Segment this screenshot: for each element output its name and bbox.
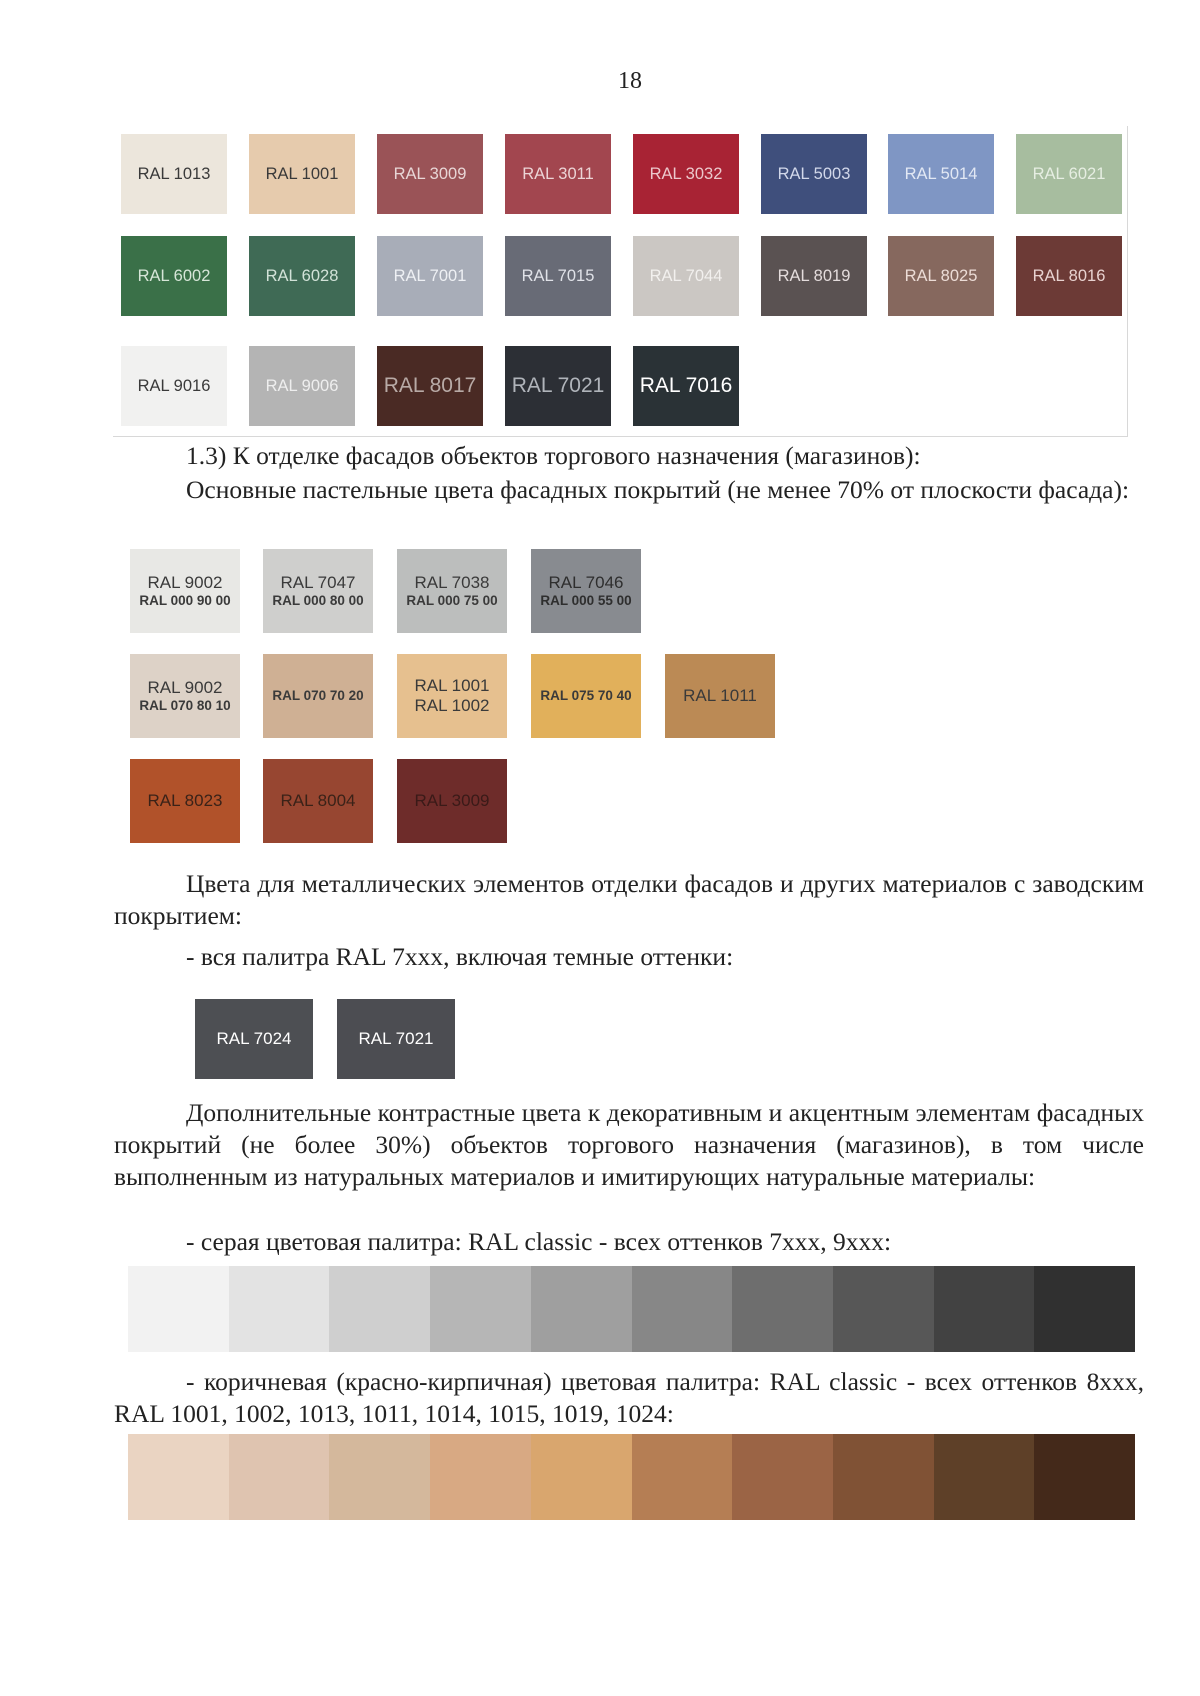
swatch-code: RAL 8023 xyxy=(147,791,223,811)
swatch-code: RAL 7046 xyxy=(548,573,624,593)
pastel-intro: Основные пастельные цвета фасадных покрытий (не менее 70% от плоскости фасада): xyxy=(186,475,1130,504)
brown-shade xyxy=(329,1434,430,1520)
pastel-swatch xyxy=(665,654,775,738)
pastel-swatch xyxy=(397,549,507,633)
color-swatch: RAL 7044 xyxy=(633,236,739,316)
brown-shade xyxy=(732,1434,833,1520)
metal-intro: Цвета для металлических элементов отделки фасадов и других материалов с заводским покрытием: xyxy=(114,869,1144,930)
grey-shade xyxy=(229,1266,330,1352)
color-swatch: RAL 9006 xyxy=(249,346,355,426)
swatch-code: RAL 9002 xyxy=(147,573,223,593)
swatch-code: RAL 1001 xyxy=(414,676,490,696)
pastel-swatch xyxy=(531,549,641,633)
color-swatch: RAL 7015 xyxy=(505,236,611,316)
brown-gradient-strip xyxy=(128,1434,1135,1520)
color-swatch: RAL 7001 xyxy=(377,236,483,316)
grey-shade xyxy=(632,1266,733,1352)
brown-shade xyxy=(430,1434,531,1520)
brown-shade xyxy=(833,1434,934,1520)
grey-shade xyxy=(531,1266,632,1352)
brown-shade xyxy=(531,1434,632,1520)
grey-palette-bullet: - серая цветовая палитра: RAL classic - всех оттенков 7xxx, 9xxx: xyxy=(186,1227,892,1256)
brown-shade xyxy=(229,1434,330,1520)
color-swatch: RAL 7016 xyxy=(633,346,739,426)
brown-shade xyxy=(1034,1434,1135,1520)
color-swatch: RAL 5003 xyxy=(761,134,867,214)
swatch-code-secondary: RAL 000 90 00 xyxy=(139,593,231,609)
accent-intro: Дополнительные контрастные цвета к декоративным и акцентным элементам фасадных покрытий (не более 30%) объектов торгового назначения (магазинов), в том числе выполненным из натуральных материалов и имитирующих натуральные материалы: xyxy=(114,1098,1144,1191)
swatch-code-secondary: RAL 000 55 00 xyxy=(540,593,632,609)
pastel-swatch xyxy=(130,654,240,738)
metal-bullet: - вся палитра RAL 7xxx, включая темные оттенки: xyxy=(186,942,734,971)
swatch-code-secondary: RAL 070 80 10 xyxy=(139,698,231,714)
brown-palette-bullet: - коричневая (красно-кирпичная) цветовая палитра: RAL classic - всех оттенков 8xxx, RAL 1001, 1002, 1013, 1011, 1014, 1015, 1019, 1024: xyxy=(114,1367,1144,1428)
brown-shade xyxy=(632,1434,733,1520)
pastel-swatch xyxy=(531,654,641,738)
color-swatch: RAL 6028 xyxy=(249,236,355,316)
brown-shade xyxy=(128,1434,229,1520)
color-swatch: RAL 1001 xyxy=(249,134,355,214)
swatch-code-secondary: RAL 1002 xyxy=(414,696,490,715)
color-swatch: RAL 8017 xyxy=(377,346,483,426)
pastel-swatch xyxy=(130,759,240,843)
grey-shade xyxy=(430,1266,531,1352)
grey-shade xyxy=(329,1266,430,1352)
pastel-swatch xyxy=(397,759,507,843)
color-swatch: RAL 8019 xyxy=(761,236,867,316)
swatch-code: RAL 1011 xyxy=(683,686,757,706)
color-swatch: RAL 8025 xyxy=(888,236,994,316)
color-swatch: RAL 1013 xyxy=(121,134,227,214)
grey-gradient-strip xyxy=(128,1266,1135,1352)
color-swatch: RAL 7021 xyxy=(505,346,611,426)
grey-shade xyxy=(128,1266,229,1352)
grey-shade xyxy=(833,1266,934,1352)
section-heading: 1.3) К отделке фасадов объектов торгового назначения (магазинов): xyxy=(186,441,921,470)
metal-swatch: RAL 7021 xyxy=(337,999,455,1079)
pastel-swatch xyxy=(397,654,507,738)
grey-shade xyxy=(732,1266,833,1352)
swatch-code: RAL 070 70 20 xyxy=(272,688,364,704)
swatch-code: RAL 7038 xyxy=(414,573,490,593)
grey-shade xyxy=(1034,1266,1135,1352)
color-swatch: RAL 3011 xyxy=(505,134,611,214)
brown-shade xyxy=(934,1434,1035,1520)
swatch-code: RAL 8004 xyxy=(280,791,356,811)
swatch-code: RAL 7047 xyxy=(280,573,356,593)
color-swatch: RAL 6021 xyxy=(1016,134,1122,214)
pastel-swatch xyxy=(263,759,373,843)
color-swatch: RAL 9016 xyxy=(121,346,227,426)
metal-swatch: RAL 7024 xyxy=(195,999,313,1079)
pastel-swatch xyxy=(130,549,240,633)
page-number: 18 xyxy=(618,68,642,94)
swatch-code-secondary: RAL 000 80 00 xyxy=(272,593,364,609)
swatch-code: RAL 075 70 40 xyxy=(540,688,632,704)
grey-shade xyxy=(934,1266,1035,1352)
swatch-code: RAL 9002 xyxy=(147,678,223,698)
color-swatch: RAL 5014 xyxy=(888,134,994,214)
color-swatch: RAL 3009 xyxy=(377,134,483,214)
swatch-code: RAL 3009 xyxy=(414,791,490,811)
color-swatch: RAL 8016 xyxy=(1016,236,1122,316)
pastel-swatch xyxy=(263,549,373,633)
swatch-code-secondary: RAL 000 75 00 xyxy=(406,593,498,609)
pastel-swatch xyxy=(263,654,373,738)
color-swatch: RAL 3032 xyxy=(633,134,739,214)
color-swatch: RAL 6002 xyxy=(121,236,227,316)
